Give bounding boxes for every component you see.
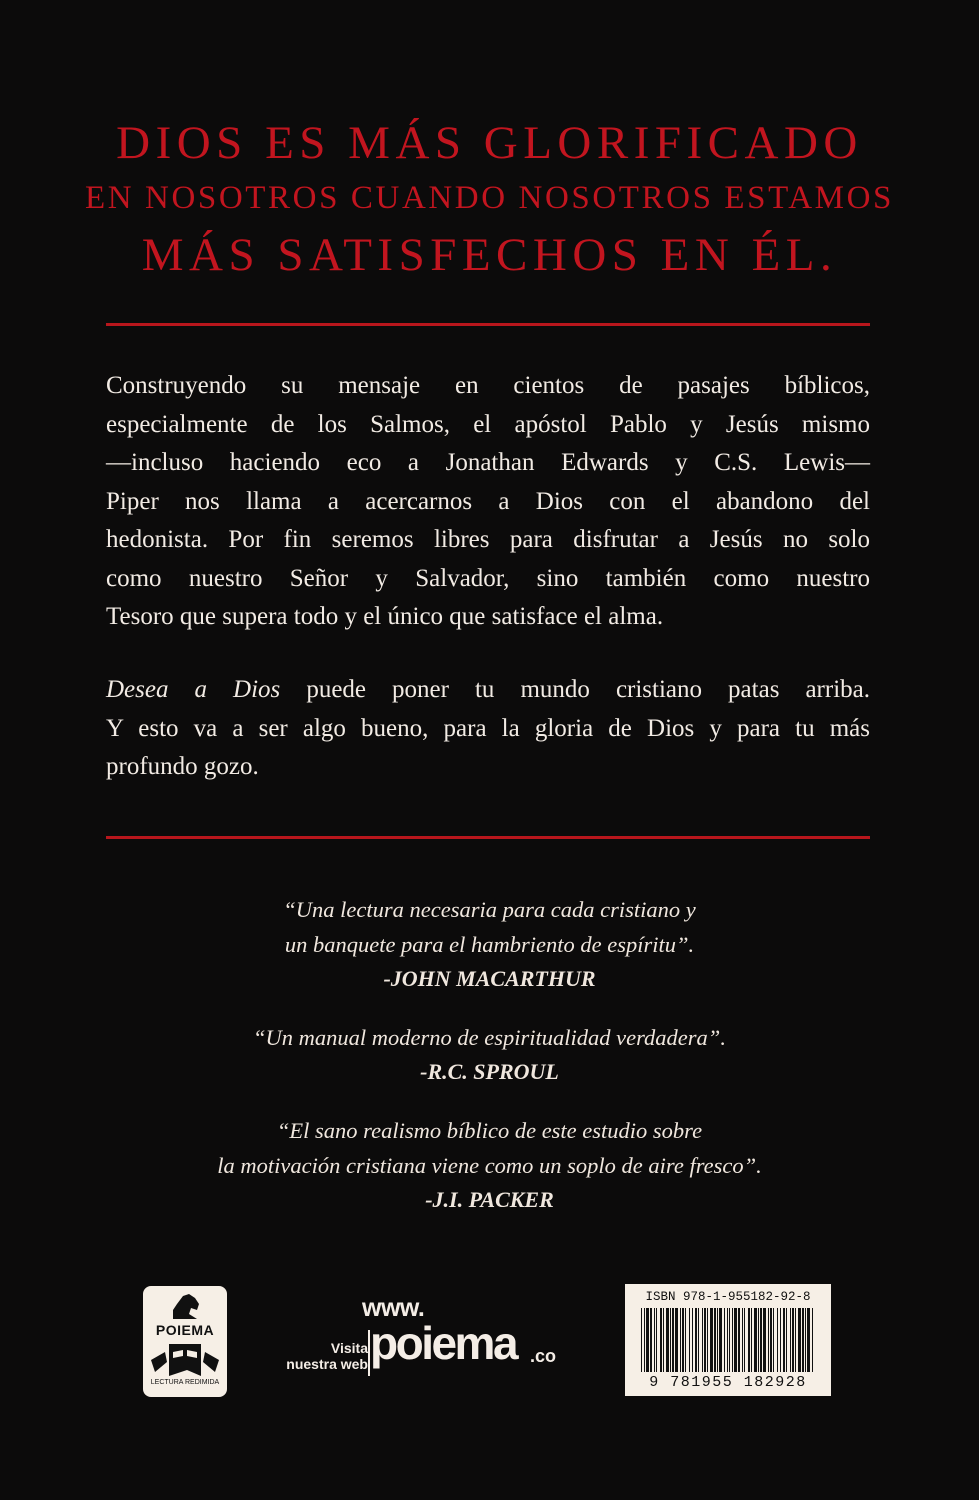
isbn-barcode (625, 1284, 831, 1396)
description-line: Piper nos llama a acercarnos a Dios con el abandono del (106, 487, 870, 515)
publisher-logo (143, 1286, 227, 1397)
description-line-rest: puede poner tu mundo cristiano patas arriba. (280, 676, 870, 703)
headline-line-2: EN NOSOTROS CUANDO NOSOTROS ESTAMOS (85, 180, 894, 216)
publisher-tagline: LECTURA REDIMIDA (150, 1379, 220, 1386)
description-line: Tesoro que supera todo y el único que satisface el alma. (106, 603, 664, 630)
headline-line-3: MÁS SATISFECHOS EN ÉL. (141, 229, 838, 281)
endorsement-quote: la motivación cristiana viene como un soplo de aire fresco”. (217, 1153, 762, 1178)
website-tld: .co (530, 1346, 557, 1366)
visit-label (278, 1340, 368, 1372)
endorsement-author: -R.C. SPROUL (420, 1059, 559, 1084)
endorsements (0, 892, 979, 1217)
endorsement-quote: “Un manual moderno de espiritualidad verdadera”. (253, 1025, 726, 1050)
description-line: Y esto va a ser algo bueno, para la gloria de Dios y para tu más (106, 714, 870, 742)
endorsement-quote: un banquete para el hambriento de espíritu”. (284, 932, 695, 957)
headline-line-1: DIOS ES MÁS GLORIFICADO (116, 117, 863, 169)
website-link[interactable] (278, 1294, 578, 1380)
endorsement (0, 1020, 979, 1089)
website-prefix: www. (362, 1294, 425, 1322)
divider-bottom (106, 836, 870, 839)
website-name: poiema (370, 1317, 517, 1369)
description-line: como nuestro Señor y Salvador, sino también como nuestro (106, 564, 870, 592)
endorsement-author: -J.I. PACKER (425, 1187, 554, 1212)
endorsement-quote: “El sano realismo bíblico de este estudio sobre (276, 1118, 703, 1143)
description-paragraph-2 (106, 671, 870, 787)
divider-top (106, 323, 870, 326)
visit-label-line-1: Visita (330, 1340, 368, 1356)
endorsement (0, 1113, 979, 1217)
isbn-number: ISBN 978-1-955182-92-8 (645, 1290, 811, 1304)
barcode-digits: 9 781955 182928 (649, 1374, 807, 1391)
endorsement-quote: “Una lectura necesaria para cada cristiano y (283, 897, 696, 922)
description-paragraph-1 (106, 367, 870, 637)
endorsement-author: -JOHN MACARTHUR (383, 966, 596, 991)
description-line (106, 671, 870, 710)
book-title: Desea a Dios (106, 676, 281, 703)
description-line: profundo gozo. (106, 753, 259, 780)
publisher-name: POIEMA (155, 1322, 215, 1338)
description-line: —incluso haciendo eco a Jonathan Edwards y C.S. Lewis— (106, 449, 870, 476)
endorsement (0, 892, 979, 996)
visit-label-line-2: nuestra web (286, 1356, 368, 1372)
description-line: especialmente de los Salmos, el apóstol Pablo y Jesús mismo (106, 410, 870, 438)
description-line: Construyendo su mensaje en cientos de pasajes bíblicos, (106, 372, 870, 399)
description-line: hedonista. Por fin seremos libres para disfrutar a Jesús no solo (106, 526, 870, 553)
